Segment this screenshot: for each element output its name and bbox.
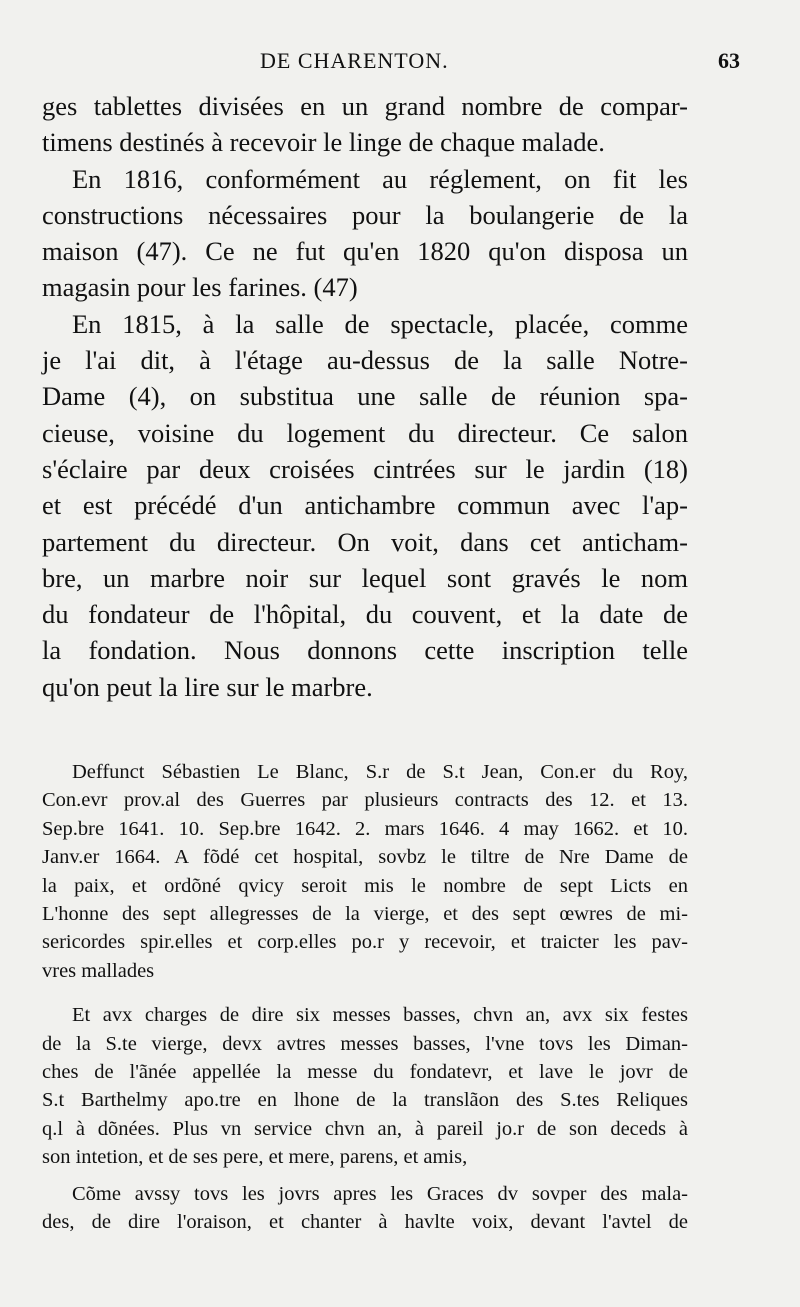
running-head: DE CHARENTON. [260,48,449,73]
inscription-line: des, de dire l'oraison, et chanter à havlte voix, devant l'avtel de [42,1211,688,1234]
inscription-text [42,758,688,1237]
inscription-line: Sep.bre 1641. 10. Sep.bre 1642. 2. mars 1646. 4 may 1662. et 10. [42,817,688,840]
inscription-line: q.l à dõnées. Plus vn service chvn an, à pareil jo.r de son deceds à [42,1117,688,1140]
inscription-line: vres mallades [42,959,155,982]
text-line: la fondation. Nous donnons cette inscription telle [42,635,688,666]
text-line: maison (47). Ce ne fut qu'en 1820 qu'on disposa un [42,236,688,267]
text-line: bre, un marbre noir sur lequel sont gravés le nom [42,562,688,593]
text-line: magasin pour les farines. (47) [42,272,358,303]
inscription-paragraph [42,1180,688,1237]
text-line: En 1816, conformément au réglement, on fit les [72,163,688,194]
text-line: qu'on peut la lire sur le marbre. [42,671,373,702]
text-line: timens destinés à recevoir le linge de chaque malade. [42,127,605,158]
text-line: constructions nécessaires pour la boulangerie de la [42,199,688,230]
inscription-line: la paix, et ordõné qvicy seroit mis le nombre de sept Licts en [42,874,688,897]
text-line: s'éclaire par deux croisées cintrées sur le jardin (18) [42,453,688,484]
text-line: du fondateur de l'hôpital, du couvent, et la date de [42,599,688,630]
text-line: cieuse, voisine du logement du directeur. Ce salon [42,417,688,448]
text-line: ges tablettes divisées en un grand nombre de compar- [42,91,688,121]
inscription-line: de la S.te vierge, devx avtres messes basses, l'vne tovs les Diman- [42,1032,688,1055]
inscription-line: sericordes spir.elles et corp.elles po.r y recevoir, et traicter les pav- [42,931,688,954]
inscription-line: L'honne des sept allegresses de la vierge, et des sept œwres de mi- [42,903,688,926]
inscription-line: son intetion, et de ses pere, et mere, parens, et amis, [42,1146,468,1169]
inscription-line: Et avx charges de dire six messes basses, chvn an, avx six festes [72,1004,688,1027]
page-header [60,48,740,78]
inscription-line: S.t Barthelmy apo.tre en lhone de la translãon des S.tes Reliques [42,1089,688,1112]
inscription-paragraph [42,758,688,985]
inscription-line: Con.evr prov.al des Guerres par plusieurs contracts des 12. et 13. [42,789,688,812]
main-text [42,88,688,705]
inscription-line: Deffunct Sébastien Le Blanc, S.r de S.t Jean, Con.er du Roy, [72,761,688,783]
text-line: partement du directeur. On voit, dans cet anticham- [42,526,688,557]
text-line: Dame (4), on substitua une salle de réunion spa- [42,381,688,412]
inscription-line: ches de l'ãnée appellée la messe du fondatevr, et lave le jovr de [42,1061,688,1084]
inscription-line: Janv.er 1664. A fõdé cet hospital, sovbz le tiltre de Nre Dame de [42,846,688,869]
page-number: 63 [718,48,740,73]
inscription-paragraph [42,1001,688,1171]
text-line: je l'ai dit, à l'étage au-dessus de la salle Notre- [42,345,688,376]
text-line: et est précédé d'un antichambre commun avec l'ap- [42,490,688,521]
inscription-line: Cõme avssy tovs les jovrs apres les Graces dv sovper des mala- [72,1182,688,1205]
text-line: En 1815, à la salle de spectacle, placée, comme [72,308,688,339]
